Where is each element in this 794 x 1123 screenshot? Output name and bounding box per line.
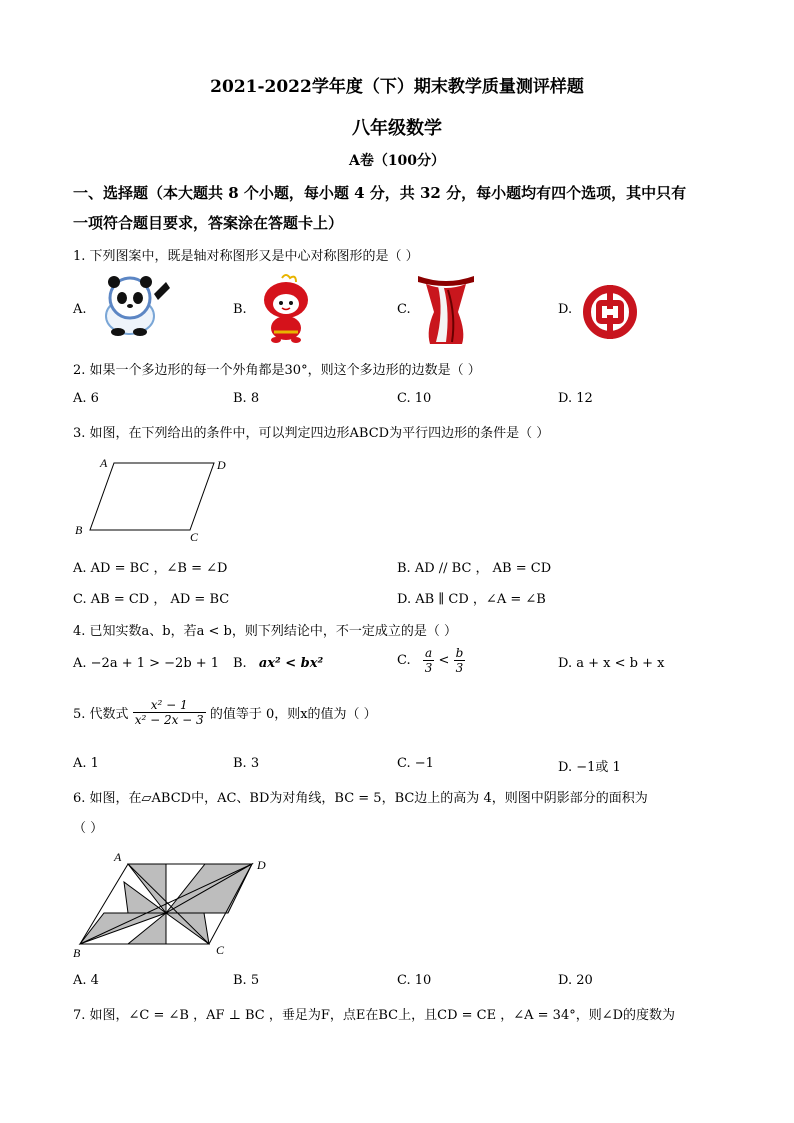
q2-option-c: C. 10 (397, 391, 432, 406)
q4-option-b (233, 656, 323, 671)
q2-option-a: A. 6 (73, 391, 99, 406)
q2-option-d: D. 12 (558, 391, 593, 406)
q6-label-c: C (216, 943, 225, 957)
q2-option-b: B. 8 (233, 391, 260, 406)
exam-subtitle: 八年级数学 (352, 118, 442, 139)
q5-denominator: x² − 2x − 3 (134, 713, 204, 727)
question-2-stem: 2. 如果一个多边形的每一个外角都是30°，则这个多边形的边数是（ ） (73, 363, 481, 378)
q6-option-b: B. 5 (233, 973, 260, 988)
q5-option-b: B. 3 (233, 756, 260, 771)
q3-label-a: A (100, 456, 108, 470)
question-7-stem: 7. 如图，∠C = ∠B ，AF ⊥ BC ，垂足为F，点E在BC上，且CD = CE ，∠A = 34°，则∠D的度数为 (73, 1008, 676, 1023)
q5-option-d: D. −1或 1 (558, 760, 621, 775)
panda-mascot-image (94, 272, 172, 336)
q3-label-b: B (75, 523, 83, 537)
q5-numerator: x² − 1 (133, 698, 206, 713)
q4-frac-b3-num: b (455, 646, 464, 660)
q4-frac-a3-den: 3 (424, 661, 433, 675)
q1-label-c: C. (397, 302, 411, 317)
lantern-mascot-image (254, 272, 318, 344)
q4-option-d: D. a + x < b + x (558, 656, 665, 671)
q3-label-d: D (217, 458, 226, 472)
q4-frac-b3-den: 3 (455, 661, 464, 675)
q6-label-a: A (114, 850, 122, 864)
question-1-stem: 1. 下列图案中，既是轴对称图形又是中心对称图形的是（ ） (73, 249, 419, 264)
q6-label-d: D (257, 858, 266, 872)
q6-shaded-parallelogram-figure (70, 844, 275, 964)
q6-option-a: A. 4 (73, 973, 99, 988)
question-3-stem: 3. 如图，在下列给出的条件中，可以判定四边形ABCD为平行四边形的条件是（ ） (73, 426, 550, 441)
q6-label-b: B (73, 946, 81, 960)
exam-title: 2021-2022学年度（下）期末教学质量测评样题 (210, 77, 584, 97)
q4-option-c (397, 646, 465, 675)
q4-frac-a3-num: a (423, 646, 435, 661)
q5-option-a: A. 1 (73, 756, 99, 771)
q3-label-c: C (190, 530, 199, 544)
q5-fraction (133, 698, 206, 727)
q5-option-c: C. −1 (397, 756, 434, 771)
question-6-stem-line1: 6. 如图，在▱ABCD中，AC、BD为对角线，BC = 5，BC边上的高为 4，则图中阴影部分的面积为 (73, 791, 648, 806)
bank-logo-image (582, 284, 638, 340)
q3-option-c: C. AB = CD ， AD = BC (73, 592, 230, 607)
q1-label-a: A. (73, 302, 87, 317)
q5-suffix: 的值等于 0，则x的值为（ ） (209, 707, 377, 722)
q4-option-a: A. −2a + 1 > −2b + 1 (73, 656, 220, 671)
section-heading-line2: 一项符合题目要求，答案涂在答题卡上） (73, 214, 344, 232)
q5-prefix: 5. 代数式 (73, 707, 129, 722)
q4-option-b-expr: ax² < bx² (258, 656, 324, 671)
section-heading-line1: 一、选择题（本大题共 8 个小题，每小题 4 分，共 32 分，每小题均有四个选项，其中只有 (73, 184, 687, 202)
q4-option-b-label: B. (233, 656, 247, 671)
q4-option-c-label: C. (397, 653, 411, 668)
q3-option-b: B. AD // BC ， AB = CD (397, 561, 552, 576)
q3-option-d: D. AB ∥ CD ，∠A = ∠B (397, 592, 546, 607)
question-4-stem: 4. 已知实数a、b，若a < b，则下列结论中，不一定成立的是（ ） (73, 624, 457, 639)
question-5-stem (73, 698, 377, 727)
question-6-stem-line2: （ ） (73, 821, 104, 836)
torch-sculpture-image (416, 272, 476, 348)
part-label: A卷（100分） (348, 153, 446, 169)
q3-parallelogram-figure (72, 452, 242, 544)
q1-label-b: B. (233, 302, 247, 317)
q6-option-d: D. 20 (558, 973, 593, 988)
q3-option-a: A. AD = BC ，∠B = ∠D (73, 561, 228, 576)
q1-label-d: D. (558, 302, 573, 317)
q4-frac-b3 (454, 646, 466, 675)
q6-option-c: C. 10 (397, 973, 432, 988)
q4-frac-a3 (423, 646, 435, 675)
q4-less-than: < (438, 653, 450, 668)
